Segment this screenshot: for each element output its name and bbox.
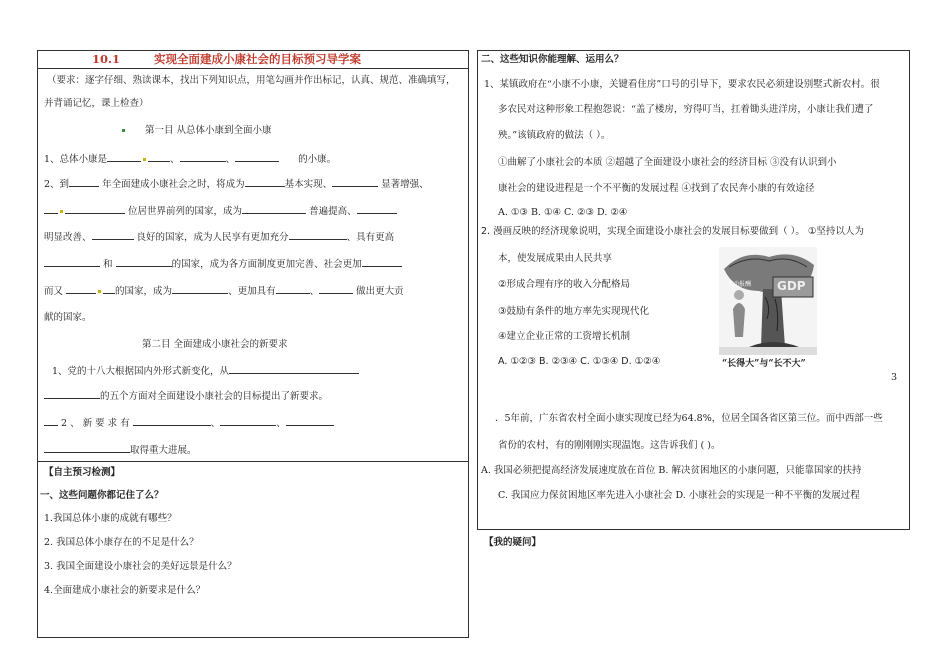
q2-text-l: 而又 [44, 286, 64, 297]
p1-line-4: ①曲解了小康社会的本质 ②超越了全面建设小康社会的经济目标 ③没有认识到小 [498, 157, 837, 168]
blank[interactable] [44, 443, 130, 453]
question-4-line-2 [44, 443, 197, 457]
self-check-title: 【自主预习检测】 [44, 467, 121, 478]
highlight-mark [122, 129, 125, 132]
blank[interactable] [332, 177, 378, 187]
blank[interactable] [245, 177, 285, 187]
blank[interactable] [66, 284, 96, 294]
blank[interactable] [103, 284, 115, 294]
blank[interactable] [220, 416, 276, 426]
recall-title: 一、这些问题你都记住了么？ [40, 490, 164, 501]
side-number: 3 [891, 372, 898, 383]
highlight-mark [143, 158, 146, 161]
tree-cartoon-icon [719, 247, 817, 355]
question-3-line-2 [44, 389, 328, 403]
blank[interactable] [107, 152, 141, 162]
q2-text-o: 、 [309, 286, 320, 297]
blank[interactable] [362, 257, 402, 267]
q2-text-d: 显著增强、 [381, 179, 429, 190]
p1-line-5: 康社会的建设进程是一个不平衡的发展过程 ④找到了农民奔小康的有效途径 [498, 183, 815, 194]
cartoon-caption: “长得大”与“长不大” [722, 359, 806, 369]
q2-text-k: 的国家，成为各方面制度更加完善、社会更加 [171, 259, 362, 270]
q3-text-a: 1、党的十八大根据国内外形式新变化，从 [52, 366, 230, 377]
q2-text-h: 良好的国家，成为人民享有更加充分 [136, 232, 289, 243]
my-questions-title: 【我的疑问】 [484, 537, 542, 548]
p3-option-cd: C. 我国应力保贫困地区率先进入小康社会 D. 小康社会的实现是一种不平衡的发展过程 [498, 490, 860, 501]
p3-line-1: ．5年前，广东省农村全面小康实现度已经为64.8%，位居全国各省区第三位。而中西部一些 [495, 413, 883, 424]
q2-text-p: 做出更大贡 [356, 286, 404, 297]
title-number: 10.1 [92, 52, 121, 66]
p3-line-2: 省份的农村，有的刚刚刚实现温饱。这告诉我们 ( )。 [498, 440, 721, 451]
blank[interactable] [242, 204, 306, 214]
blank[interactable] [289, 230, 347, 240]
q2-text-i: 、具有更高 [346, 232, 395, 243]
section-1-title [120, 125, 272, 137]
p2-line-4: ③鼓励有条件的地方率先实现现代化 [498, 306, 650, 317]
q2-text-a: 2、到 [44, 179, 70, 190]
blank[interactable] [235, 152, 279, 162]
q1-text-b: 的小康。 [298, 154, 337, 165]
title-divider [37, 68, 469, 69]
blank[interactable] [44, 416, 58, 426]
question-3-line-1 [52, 364, 359, 378]
recall-q4: 4.全面建成小康社会的新要求是什么？ [44, 585, 206, 596]
q2-text-f: 普遍提高、 [309, 206, 357, 217]
blank[interactable] [276, 284, 310, 294]
section-1-title-text: 第一目 从总体小康到全面小康 [145, 125, 272, 136]
blank[interactable] [44, 204, 58, 214]
q4-text-a: 2 、 新 要 求 有 [61, 418, 130, 429]
p3-option-ab: A. 我国必须把提高经济发展速度放在首位 B. 解决贫困地区的小康问题，只能靠国家的扶持 [481, 465, 862, 476]
requirement-line-2: 并背诵记忆，课上检查） [44, 98, 149, 109]
blank[interactable] [172, 284, 228, 294]
question-2-line-4 [44, 257, 402, 271]
p2-line-1: 2. 漫画反映的经济现象说明，实现全面建设小康社会的发展目标要做到（ ）。 ①坚持以人为 [481, 226, 864, 237]
question-2-line-2 [44, 204, 397, 218]
recall-q2: 2. 我国总体小康存在的不足是什么？ [44, 537, 199, 548]
p1-line-2: 多农民对这种形象工程抱怨说：“盖了楼房，穷得叮当，扛着锄头进洋房，小康让我们遭了 [498, 104, 874, 115]
tree-label-wages: 劳动报酬 [727, 281, 752, 288]
question-2-line-3 [44, 230, 394, 244]
p2-line-2: 本，使发展成果由人民共享 [498, 253, 613, 264]
q2-text-c: 基本实现、 [284, 179, 333, 190]
question-2-line-5 [44, 284, 404, 298]
recall-q3: 3. 我国全面建设小康社会的美好远景是什么？ [44, 561, 237, 572]
p2-options: A. ①②③ B. ②③④ C. ①③④ D. ①②④ [498, 356, 661, 367]
question-2-line-6: 献的国家。 [44, 312, 92, 323]
q2-text-e: 位居世界前列的国家，成为 [128, 206, 243, 217]
highlight-mark [98, 290, 101, 293]
p1-line-1: 1、某镇政府在“小康不小康，关键看住房”口号的引导下，要求农民必须建设别墅式新农村。很 [484, 79, 880, 90]
p2-line-3: ②形成合理有序的收入分配格局 [498, 279, 631, 290]
right-section-title: 二、这些知识你能理解、运用么？ [481, 54, 624, 65]
blank[interactable] [44, 389, 100, 399]
highlight-mark [60, 210, 63, 213]
title-text: 实现全面建成小康社会的目标预习导学案 [154, 52, 362, 66]
section-divider [37, 461, 469, 462]
blank[interactable] [229, 364, 359, 374]
section-2-title: 第二目 全面建成小康社会的新要求 [142, 339, 288, 350]
blank[interactable] [44, 257, 100, 267]
recall-q1: 1.我国总体小康的成就有哪些？ [44, 513, 177, 524]
question-4-line-1: 2 、 新 要 求 有 、 、 [44, 416, 334, 430]
blank[interactable] [357, 204, 397, 214]
blank[interactable] [92, 230, 134, 240]
blank[interactable] [319, 284, 353, 294]
blank[interactable] [180, 152, 226, 162]
tree-label-gdp: GDP [777, 279, 806, 293]
blank[interactable] [148, 152, 170, 162]
question-2-line-1 [44, 177, 429, 191]
q1-text-a: 1、总体小康是 [44, 154, 108, 165]
q4-text-b: 取得重大进展。 [130, 445, 197, 456]
requirement-line-1: （要求：逐字仔细、熟读课本，找出下列知识点，用笔勾画并作出标记，认真、规范、准确填写， [47, 75, 456, 86]
page-title [92, 53, 361, 65]
q3-text-b: 的五个方面对全面建设小康社会的目标提出了新要求。 [100, 391, 329, 402]
blank[interactable] [286, 416, 334, 426]
q2-text-b: 年全面建成小康社会之时，将成为 [102, 179, 245, 190]
blank[interactable] [65, 204, 125, 214]
blank[interactable] [133, 416, 211, 426]
blank[interactable] [116, 257, 172, 267]
q2-text-m: 的国家，成为 [115, 286, 173, 297]
question-1: 1、总体小康是 、 、 的小康。 [44, 154, 337, 165]
p1-line-3: 殃。”该镇政府的做法（ ）。 [498, 130, 611, 141]
p2-line-5: ④建立企业正常的工资增长机制 [498, 331, 631, 342]
blank[interactable] [69, 177, 99, 187]
cartoon-image [719, 247, 817, 355]
q2-text-n: 、更加具有 [228, 286, 276, 297]
q2-text-j: 和 [103, 259, 113, 270]
p1-options: A. ①③ B. ①④ C. ②③ D. ②④ [498, 207, 628, 218]
q2-text-g: 明显改善、 [44, 232, 92, 243]
